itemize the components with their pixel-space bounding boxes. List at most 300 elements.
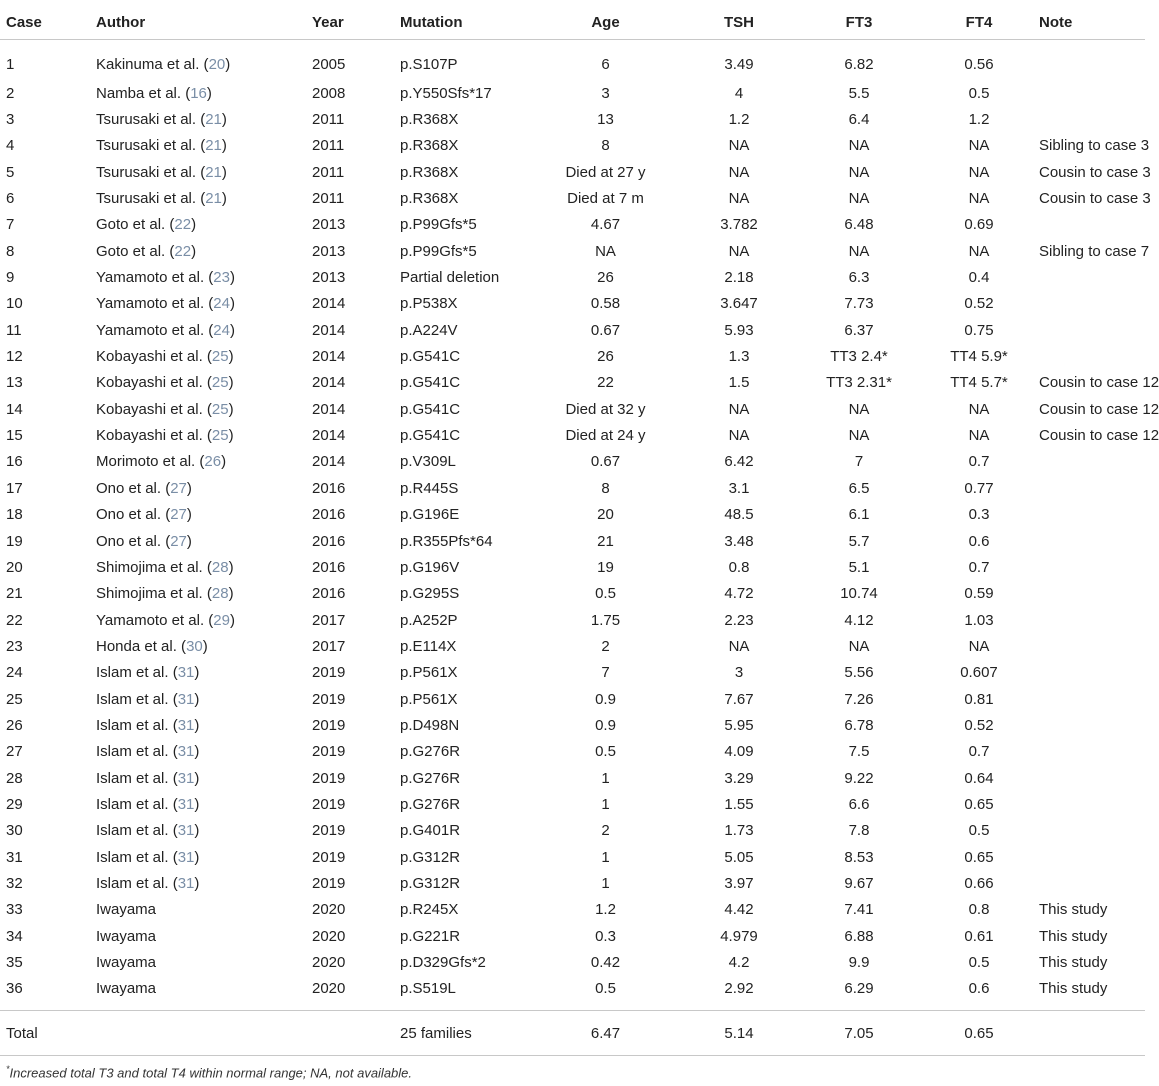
mutation-cell: p.Y550Sfs*17 <box>400 84 492 102</box>
author-cell: Tsurusaki et al. (21) <box>96 190 227 208</box>
author-name: Iwayama <box>96 954 157 972</box>
case-cell: 3 <box>6 111 15 129</box>
author-name: Islam et al. <box>96 743 169 761</box>
ft4-cell: 0.75 <box>964 321 994 339</box>
ft4-cell: 0.5 <box>968 84 990 102</box>
ft3-cell: NA <box>848 427 870 445</box>
table-row <box>0 581 1145 607</box>
ft3-cell: 7.5 <box>848 743 870 761</box>
case-cell: 18 <box>6 506 23 524</box>
author-cell: Islam et al. (31) <box>96 874 200 892</box>
age-cell: 0.9 <box>595 716 616 734</box>
table-row <box>0 739 1145 765</box>
total-mutation: 25 families <box>400 1011 532 1056</box>
table-body <box>0 40 1159 1011</box>
reference-link[interactable]: 25 <box>211 374 229 392</box>
ft4-cell: TT4 5.9* <box>950 348 1008 366</box>
total-age: 6.47 <box>532 1011 679 1056</box>
year-cell: 2013 <box>312 269 346 287</box>
age-cell: 4.67 <box>590 216 621 234</box>
case-cell: 33 <box>6 901 23 919</box>
ft4-cell: 0.7 <box>968 453 990 471</box>
tsh-cell: NA <box>728 637 750 655</box>
year-cell: 2008 <box>312 84 346 102</box>
author-cell <box>96 923 312 949</box>
age-cell: 22 <box>597 374 614 392</box>
tsh-cell: 4.2 <box>728 954 750 972</box>
reference-link[interactable]: 22 <box>174 242 192 260</box>
header-age: Age <box>532 6 679 40</box>
tsh-cell: 1.5 <box>728 374 750 392</box>
age-cell: 0.5 <box>595 743 616 761</box>
table-row <box>0 818 1145 844</box>
reference-link[interactable]: 30 <box>186 637 203 655</box>
mutation-cell: p.G196E <box>400 506 460 524</box>
age-cell: 1 <box>601 874 610 892</box>
author-cell: Yamamoto et al. (29) <box>96 611 235 629</box>
table-row <box>0 238 1145 264</box>
ft3-cell: TT3 2.4* <box>830 348 888 366</box>
year-cell: 2020 <box>312 980 346 998</box>
ft3-cell: 5.1 <box>848 558 870 576</box>
tsh-cell: 4.979 <box>720 927 758 945</box>
tsh-cell: 5.95 <box>724 716 754 734</box>
author-cell: Islam et al. (31) <box>96 743 200 761</box>
reference-link[interactable]: 25 <box>211 348 229 366</box>
total-author <box>96 1011 312 1056</box>
year-cell: 2014 <box>312 374 346 392</box>
table-row <box>0 343 1145 369</box>
mutation-cell: p.P99Gfs*5 <box>400 242 477 260</box>
reference-link[interactable]: 21 <box>205 190 222 208</box>
year-cell: 2017 <box>312 637 346 655</box>
ft4-cell: 0.6 <box>968 532 990 550</box>
tsh-cell: NA <box>728 242 750 260</box>
table-row <box>0 712 1145 738</box>
ft3-cell: 8.53 <box>844 848 874 866</box>
table-row <box>0 870 1145 896</box>
age-cell: 0.67 <box>590 453 621 471</box>
tsh-cell: 1.3 <box>728 348 750 366</box>
table-row <box>0 660 1145 686</box>
ft4-cell: 0.7 <box>968 558 990 576</box>
tsh-cell: NA <box>728 190 750 208</box>
year-cell: 2011 <box>312 163 345 181</box>
tsh-cell: 4.42 <box>724 901 754 919</box>
ft3-cell: 7.8 <box>848 822 870 840</box>
note-cell <box>1039 791 1145 817</box>
ft4-cell: NA <box>968 190 990 208</box>
reference-link[interactable]: 22 <box>174 216 192 234</box>
author-name: Tsurusaki et al. <box>96 163 197 181</box>
table-row <box>0 449 1145 475</box>
table-row <box>0 633 1145 659</box>
ft4-cell: TT4 5.7* <box>950 374 1008 392</box>
author-name: Goto et al. <box>96 216 166 234</box>
tsh-cell: 3.97 <box>724 874 754 892</box>
author-name: Islam et al. <box>96 690 169 708</box>
tsh-cell: 1.2 <box>728 111 750 129</box>
author-cell: Goto et al. (22) <box>96 216 197 234</box>
reference-link[interactable]: 29 <box>213 611 230 629</box>
ft3-cell: NA <box>848 163 870 181</box>
reference-link[interactable]: 31 <box>177 795 195 813</box>
mutation-cell: p.G312R <box>400 848 461 866</box>
author-cell: Islam et al. (31) <box>96 795 200 813</box>
author-cell: Shimojima et al. (28) <box>96 558 234 576</box>
author-cell: Namba et al. (16) <box>96 84 212 102</box>
table-row <box>0 291 1145 317</box>
note-cell <box>1039 739 1145 765</box>
tsh-cell: 5.05 <box>724 848 754 866</box>
tsh-cell: 6.42 <box>724 453 754 471</box>
reference-link[interactable]: 21 <box>205 163 222 181</box>
age-cell: 8 <box>601 137 610 155</box>
ft4-cell: 0.5 <box>968 822 990 840</box>
reference-link[interactable]: 27 <box>170 506 187 524</box>
reference-link[interactable]: 31 <box>177 690 195 708</box>
note-cell <box>1039 581 1145 607</box>
table-row <box>0 264 1145 290</box>
reference-link[interactable]: 21 <box>205 137 222 155</box>
reference-link[interactable]: 24 <box>213 321 230 339</box>
author-cell: Shimojima et al. (28) <box>96 585 234 603</box>
ft4-cell: 1.2 <box>968 111 990 129</box>
case-cell: 26 <box>6 716 23 734</box>
year-cell: 2013 <box>312 216 346 234</box>
note-cell <box>1039 607 1145 633</box>
author-cell <box>96 976 312 1011</box>
ft4-cell: 0.607 <box>960 664 998 682</box>
ft3-cell: 6.29 <box>844 980 874 998</box>
mutation-cell: p.P99Gfs*5 <box>400 216 477 234</box>
ft3-cell: 4.12 <box>844 611 874 629</box>
ft3-cell: 9.9 <box>848 954 870 972</box>
note-cell: Cousin to case 12 <box>1039 427 1159 445</box>
reference-link[interactable]: 27 <box>170 479 187 497</box>
case-cell: 9 <box>6 269 15 287</box>
header-case: Case <box>0 6 96 40</box>
mutation-cell: p.S107P <box>400 55 458 73</box>
year-cell: 2013 <box>312 242 346 260</box>
author-cell: Tsurusaki et al. (21) <box>96 111 227 129</box>
author-name: Kobayashi et al. <box>96 427 203 445</box>
reference-link[interactable]: 25 <box>211 427 229 445</box>
reference-link[interactable]: 28 <box>211 558 229 576</box>
ft4-cell: 0.66 <box>964 874 994 892</box>
year-cell: 2014 <box>312 427 346 445</box>
note-cell: Cousin to case 3 <box>1039 190 1151 208</box>
ft3-cell: NA <box>848 190 870 208</box>
author-cell: Ono et al. (27) <box>96 532 192 550</box>
total-year <box>312 1011 400 1056</box>
age-cell: 7 <box>601 664 610 682</box>
age-cell: 26 <box>597 348 614 366</box>
mutation-cell: p.G541C <box>400 348 461 366</box>
year-cell: 2014 <box>312 348 346 366</box>
reference-link[interactable]: 31 <box>177 769 195 787</box>
header-ft4: FT4 <box>919 6 1039 40</box>
mutation-cell: p.E114X <box>400 637 457 655</box>
table-row <box>0 396 1145 422</box>
author-name: Kobayashi et al. <box>96 348 203 366</box>
author-cell: Kobayashi et al. (25) <box>96 374 234 392</box>
case-cell: 24 <box>6 664 23 682</box>
tsh-cell: NA <box>728 163 750 181</box>
year-cell: 2016 <box>312 532 346 550</box>
author-name: Yamamoto et al. <box>96 295 205 313</box>
tsh-cell: 3.782 <box>720 216 758 234</box>
author-name: Shimojima et al. <box>96 585 203 603</box>
author-name: Iwayama <box>96 927 157 945</box>
tsh-cell: 1.73 <box>724 822 754 840</box>
mutation-cell: p.P561X <box>400 690 458 708</box>
age-cell: 21 <box>597 532 614 550</box>
header-row <box>0 6 1145 40</box>
year-cell: 2019 <box>312 716 346 734</box>
author-cell: Islam et al. (31) <box>96 769 200 787</box>
author-name: Kakinuma et al. <box>96 55 200 73</box>
ft4-cell: 0.4 <box>968 269 990 287</box>
note-cell <box>1039 554 1145 580</box>
mutation-cell: p.G541C <box>400 374 461 392</box>
author-name: Kobayashi et al. <box>96 374 203 392</box>
tsh-cell: 3.29 <box>724 769 754 787</box>
age-cell: 0.42 <box>590 954 621 972</box>
note-cell <box>1039 528 1145 554</box>
author-cell: Ono et al. (27) <box>96 506 192 524</box>
author-cell: Yamamoto et al. (24) <box>96 321 235 339</box>
table-footnote <box>6 1064 412 1080</box>
ft4-cell: 0.56 <box>964 55 994 73</box>
author-cell: Morimoto et al. (26) <box>96 453 227 471</box>
year-cell: 2020 <box>312 954 346 972</box>
ft3-cell: 6.1 <box>848 506 870 524</box>
year-cell: 2019 <box>312 874 346 892</box>
case-cell: 11 <box>6 321 22 339</box>
case-cell: 13 <box>6 374 23 392</box>
reference-link[interactable]: 24 <box>213 295 230 313</box>
reference-link[interactable]: 31 <box>177 874 195 892</box>
case-cell: 8 <box>6 242 15 260</box>
author-name: Tsurusaki et al. <box>96 190 197 208</box>
mutation-cell: p.A252P <box>400 611 458 629</box>
ft3-cell: 5.7 <box>848 532 870 550</box>
year-cell: 2019 <box>312 848 346 866</box>
table-row <box>0 185 1145 211</box>
case-cell: 10 <box>6 295 23 313</box>
header-note: Note <box>1039 6 1145 40</box>
note-cell <box>1039 870 1145 896</box>
case-cell: 34 <box>6 927 23 945</box>
table-row <box>0 212 1145 238</box>
note-cell <box>1039 343 1145 369</box>
reference-link[interactable]: 28 <box>211 585 229 603</box>
note-cell <box>1039 106 1145 132</box>
table-row <box>0 422 1145 448</box>
tsh-cell: 2.92 <box>724 980 754 998</box>
table-row <box>0 159 1145 185</box>
table-row <box>0 607 1145 633</box>
mutation-cell: p.G221R <box>400 927 461 945</box>
ft3-cell: 5.5 <box>848 84 870 102</box>
note-cell <box>1039 475 1145 501</box>
year-cell: 2019 <box>312 743 346 761</box>
case-cell: 16 <box>6 453 23 471</box>
case-cell: 27 <box>6 743 23 761</box>
case-cell: 22 <box>6 611 23 629</box>
ft4-cell: 0.52 <box>964 716 994 734</box>
table-row <box>0 686 1145 712</box>
mutation-cell: p.R368X <box>400 163 459 181</box>
author-cell: Kobayashi et al. (25) <box>96 427 234 445</box>
ft3-cell: 6.6 <box>848 795 870 813</box>
header-year: Year <box>312 6 400 40</box>
case-cell: 2 <box>6 84 15 102</box>
reference-link[interactable]: 20 <box>208 55 226 73</box>
ft3-cell: 6.82 <box>844 55 874 73</box>
author-name: Yamamoto et al. <box>96 611 205 629</box>
table-row <box>0 844 1145 870</box>
author-name: Tsurusaki et al. <box>96 111 197 129</box>
year-cell: 2014 <box>312 295 346 313</box>
table-row <box>0 976 1145 1011</box>
note-cell <box>1039 40 1145 81</box>
year-cell: 2011 <box>312 137 345 155</box>
case-cell: 1 <box>6 55 15 73</box>
ft3-cell: 6.4 <box>848 111 870 129</box>
age-cell: Died at 32 y <box>565 400 646 418</box>
year-cell: 2014 <box>312 453 346 471</box>
reference-link[interactable]: 25 <box>211 400 229 418</box>
reference-link[interactable]: 31 <box>177 743 195 761</box>
ft3-cell: NA <box>848 400 870 418</box>
author-cell: Kobayashi et al. (25) <box>96 348 234 366</box>
author-name: Islam et al. <box>96 716 169 734</box>
note-cell: This study <box>1039 954 1108 972</box>
author-name: Tsurusaki et al. <box>96 137 197 155</box>
tsh-cell: 4 <box>734 84 744 102</box>
tsh-cell: 3.48 <box>724 532 754 550</box>
ft3-cell: 9.22 <box>844 769 874 787</box>
ft4-cell: 0.81 <box>964 690 994 708</box>
age-cell: 19 <box>597 558 614 576</box>
author-name: Islam et al. <box>96 848 169 866</box>
table-row <box>0 528 1145 554</box>
reference-link[interactable]: 23 <box>213 269 230 287</box>
case-cell: 5 <box>6 163 15 181</box>
mutation-cell: p.R245X <box>400 901 459 919</box>
ft3-cell: 6.37 <box>844 321 874 339</box>
ft4-cell: NA <box>968 427 990 445</box>
year-cell: 2019 <box>312 664 346 682</box>
table-row <box>0 106 1145 132</box>
mutation-cell: p.G541C <box>400 400 461 418</box>
age-cell: 3 <box>601 84 610 102</box>
author-cell <box>96 949 312 975</box>
reference-link[interactable]: 31 <box>177 664 195 682</box>
ft4-cell: 0.59 <box>964 585 994 603</box>
mutation-cell: p.G401R <box>400 822 461 840</box>
table-row <box>0 317 1145 343</box>
ft4-cell: 0.65 <box>964 795 994 813</box>
header-author: Author <box>96 6 312 40</box>
total-note <box>1039 1011 1145 1056</box>
year-cell: 2014 <box>312 321 346 339</box>
author-cell: Islam et al. (31) <box>96 848 200 866</box>
case-cell: 31 <box>6 848 23 866</box>
year-cell: 2011 <box>312 111 345 129</box>
table-row <box>0 923 1145 949</box>
reference-link[interactable]: 27 <box>170 532 187 550</box>
ft4-cell: 0.8 <box>968 901 990 919</box>
reference-link[interactable]: 31 <box>177 848 195 866</box>
author-cell: Kakinuma et al. (20) <box>96 55 231 73</box>
mutation-cell: p.R368X <box>400 190 459 208</box>
author-name: Ono et al. <box>96 532 162 550</box>
mutation-cell: p.P561X <box>400 664 458 682</box>
note-cell: Sibling to case 3 <box>1039 137 1150 155</box>
clinical-cases-table <box>0 6 1159 1056</box>
reference-link[interactable]: 21 <box>205 111 222 129</box>
tsh-cell: 3.49 <box>724 55 754 73</box>
ft4-cell: 0.6 <box>968 980 990 998</box>
tsh-cell: 2.23 <box>724 611 754 629</box>
author-name: Honda et al. <box>96 637 177 655</box>
case-cell: 4 <box>6 137 15 155</box>
ft4-cell: 0.69 <box>964 216 994 234</box>
reference-link[interactable]: 31 <box>177 716 195 734</box>
author-name: Iwayama <box>96 901 157 919</box>
author-cell: Islam et al. (31) <box>96 664 200 682</box>
case-cell: 30 <box>6 822 23 840</box>
table-row <box>0 370 1145 396</box>
table-footer <box>0 1011 1145 1056</box>
case-cell: 17 <box>6 479 23 497</box>
ft4-cell: NA <box>968 242 990 260</box>
footnote-text: Increased total T3 and total T4 within normal range; NA, not available. <box>9 1065 413 1081</box>
header-ft3: FT3 <box>799 6 919 40</box>
author-name: Islam et al. <box>96 822 169 840</box>
reference-link[interactable]: 16 <box>190 84 207 102</box>
reference-link[interactable]: 26 <box>204 453 222 471</box>
note-cell <box>1039 502 1145 528</box>
tsh-cell: NA <box>728 137 750 155</box>
table-row <box>0 791 1145 817</box>
ft3-cell: NA <box>848 637 870 655</box>
ft4-cell: 0.52 <box>964 295 994 313</box>
year-cell: 2020 <box>312 927 346 945</box>
header-tsh: TSH <box>679 6 799 40</box>
ft4-cell: 0.7 <box>968 743 990 761</box>
reference-link[interactable]: 31 <box>177 822 195 840</box>
case-cell: 19 <box>6 532 23 550</box>
note-cell: This study <box>1039 927 1108 945</box>
mutation-cell: p.G276R <box>400 769 461 787</box>
note-cell <box>1039 844 1145 870</box>
author-name: Kobayashi et al. <box>96 400 203 418</box>
age-cell: 0.67 <box>590 321 621 339</box>
note-cell <box>1039 818 1145 844</box>
total-label: Total <box>0 1011 96 1056</box>
case-cell: 20 <box>6 558 23 576</box>
age-cell: 2 <box>601 637 610 655</box>
case-cell: 21 <box>6 585 23 603</box>
author-name: Ono et al. <box>96 479 162 497</box>
tsh-cell: NA <box>728 427 750 445</box>
author-cell: Tsurusaki et al. (21) <box>96 163 227 181</box>
author-cell: Yamamoto et al. (24) <box>96 295 235 313</box>
